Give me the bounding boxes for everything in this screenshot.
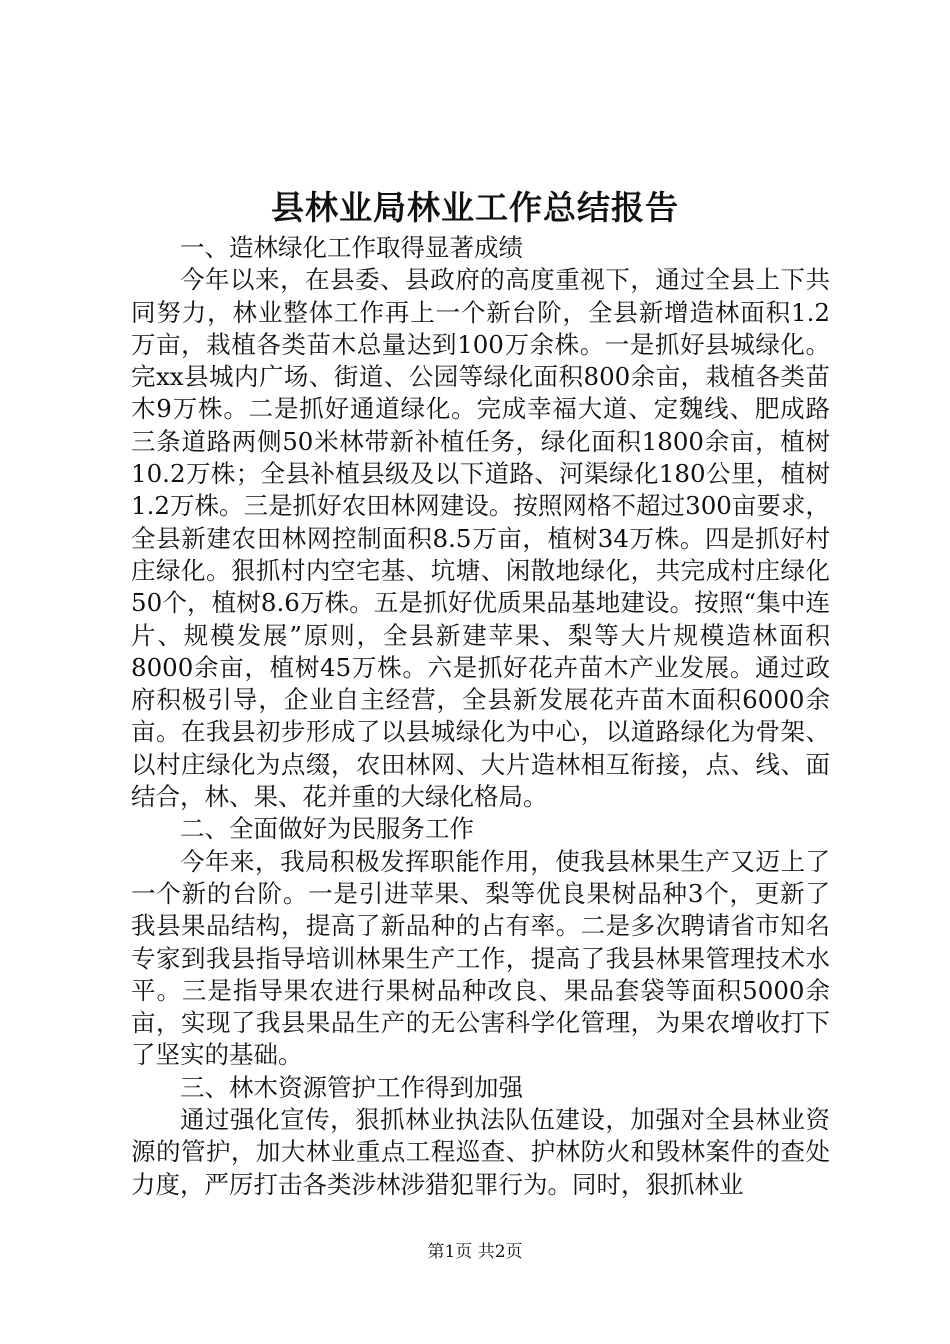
section-paragraph-2: 今年来，我局积极发挥职能作用，使我县林果生产又迈上了一个新的台阶。一是引进苹果、梨等优良果树品种3个，更新了我县果品结构，提高了新品种的占有率。二是多次聘请省市知名专家到我县指导培训林果生产工作，提高了我县林果管理技术水平。三是指导果农进行果树品种改良、果品套袋等面积5000余亩，实现了我县果品生产的无公害科学化管理，为果农增收打下了坚实的基础。: [131, 846, 830, 1070]
section-heading-3: 三、林木资源管护工作得到加强: [180, 1072, 523, 1102]
document-body: [131, 232, 830, 1201]
section-heading-2: 二、全面做好为民服务工作: [180, 814, 474, 844]
document-title: 县林业局林业工作总结报告: [271, 188, 679, 227]
section-heading-1: 一、造林绿化工作取得显著成绩: [180, 233, 523, 262]
page-footer: 第1页 共2页: [427, 1242, 523, 1262]
section-paragraph-1: 今年以来，在县委、县政府的高度重视下，通过全县上下共同努力，林业整体工作再上一个新台阶，全县新增造林面积1.2万亩，栽植各类苗木总量达到100万余株。一是抓好县城绿化。完xx县城内广场、街道、公园等绿化面积800余亩，栽植各类苗木9万株。二是抓好通道绿化。完成幸福大道、定魏线、肥成路三条道路两侧50米林带新补植任务，绿化面积1800余亩，植树10.2万株；全县补植县级及以下道路、河渠绿化180公里，植树1.2万株。三是抓好农田林网建设。按照网格不超过300亩要求，全县新建农田林网控制面积8.5万亩，植树34万株。四是抓好村庄绿化。狠抓村内空宅基、坑塘、闲散地绿化，共完成村庄绿化50个，植树8.6万株。五是抓好优质果品基地建设。按照“集中连片、规模发展”原则，全县新建苹果、梨等大片规模造林面积8000余亩，植树45万株。六是抓好花卉苗木产业发展。通过政府积极引导，企业自主经营，全县新发展花卉苗木面积6000余亩。在我县初步形成了以县城绿化为中心，以道路绿化为骨架、以村庄绿化为点缀，农田林网、大片造林相互衔接，点、线、面结合，林、果、花并重的大绿化格局。: [131, 265, 830, 812]
section-paragraph-3: 通过强化宣传，狠抓林业执法队伍建设，加强对全县林业资源的管护，加大林业重点工程巡查、护林防火和毁林案件的查处力度，严厉打击各类涉林涉猎犯罪行为。同时，狠抓林业: [131, 1105, 830, 1199]
